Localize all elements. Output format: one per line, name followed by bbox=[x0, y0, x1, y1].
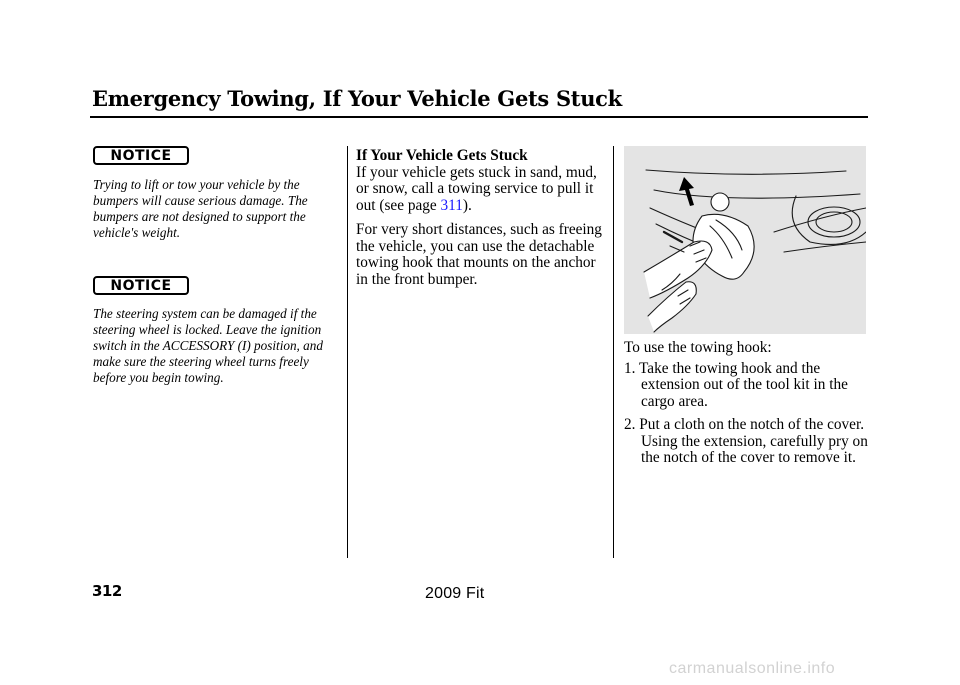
stuck-paragraph-text: If your vehicle gets stuck in sand, mud, or snow, call a towing service to pull it out (see page bbox=[356, 163, 597, 214]
towing-hook-cover-illustration bbox=[624, 146, 866, 334]
bumper-top-line bbox=[646, 170, 846, 174]
notice-text: Trying to lift or tow your vehicle by the bumpers will cause serious damage. The bumpers are not designed to support the vehicle's weight. bbox=[93, 177, 308, 240]
towing-hook-instructions bbox=[624, 340, 869, 474]
section-heading: If Your Vehicle Gets Stuck bbox=[356, 147, 528, 164]
page-311-link[interactable]: 311 bbox=[440, 196, 463, 214]
stuck-section bbox=[356, 148, 606, 288]
column-divider-right bbox=[613, 146, 614, 558]
stuck-paragraph-end: ). bbox=[462, 196, 472, 214]
footer-model-year: 2009 Fit bbox=[425, 585, 485, 602]
direction-arrow-icon bbox=[679, 177, 694, 206]
watermark: carmanualsonline.info bbox=[669, 660, 836, 677]
notice-badge: NOTICE bbox=[93, 146, 189, 165]
bumper-cover-drawing bbox=[624, 146, 866, 334]
instruction-step-2: 2. Put a cloth on the notch of the cover. Using the extension, carefully pry on the notch of the cover to remove it. bbox=[624, 416, 868, 466]
page-number: 312 bbox=[92, 582, 122, 600]
notice-text: The steering system can be damaged if the steering wheel is locked. Leave the ignition switch in the ACCESSORY (I) position, and make sure the steering wheel turns freely before you begin towing. bbox=[93, 306, 323, 385]
stuck-paragraph-2: For very short distances, such as freeing the vehicle, you can use the detachable towing hook that mounts on the anchor in the front bumper. bbox=[356, 221, 602, 288]
bumper-line bbox=[654, 190, 860, 198]
extension-tool bbox=[664, 232, 682, 242]
instruction-step-1: 1. Take the towing hook and the extension out of the tool kit in the cargo area. bbox=[624, 359, 848, 410]
column-divider-left bbox=[347, 146, 348, 558]
page-title: Emergency Towing, If Your Vehicle Gets Stuck bbox=[92, 86, 622, 111]
bumper-line bbox=[784, 242, 866, 252]
header-rule bbox=[90, 116, 868, 118]
notice-badge: NOTICE bbox=[93, 276, 189, 295]
towing-hook-cover bbox=[711, 193, 729, 211]
instructions-intro: To use the towing hook: bbox=[624, 339, 772, 356]
